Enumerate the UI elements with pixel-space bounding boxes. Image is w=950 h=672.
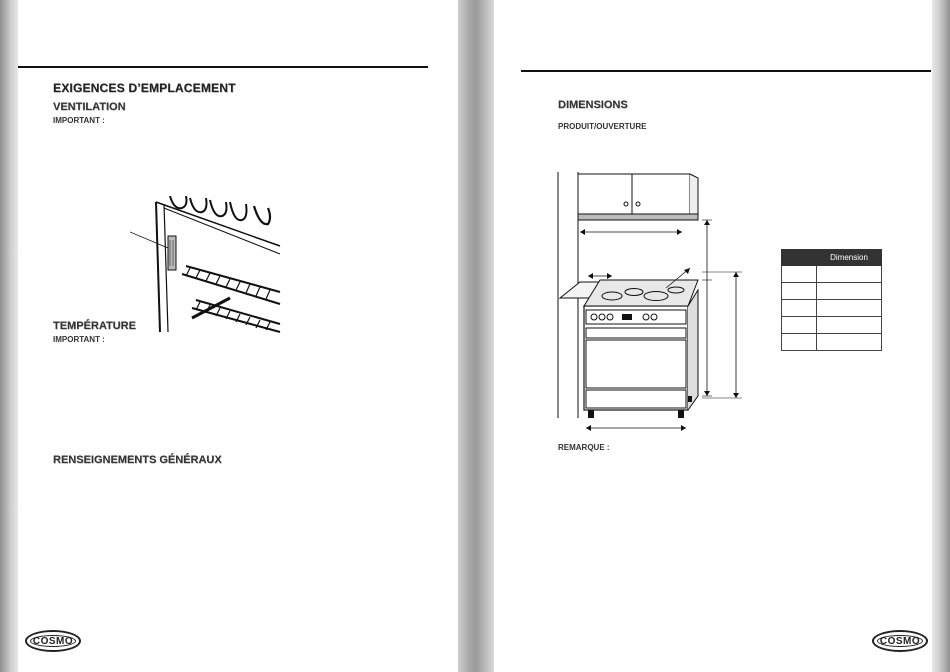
table-row: [782, 317, 882, 334]
cosmo-logo-left: COSMO: [25, 630, 81, 652]
row-value: [817, 334, 882, 351]
oven-interior-illustration: [130, 196, 282, 336]
row-value: [817, 266, 882, 283]
temperature-heading: TEMPÉRATURE: [53, 320, 136, 332]
left-section-title: EXIGENCES D’EMPLACEMENT: [53, 81, 236, 95]
dimension-table-header-value: Dimension: [817, 250, 882, 266]
temperature-important-label: IMPORTANT :: [53, 335, 105, 344]
dimensions-heading: DIMENSIONS: [558, 99, 628, 111]
right-header-rule: [521, 70, 931, 72]
left-header-rule: [18, 66, 428, 68]
note-label: REMARQUE :: [558, 443, 610, 452]
page-edge-left: [0, 0, 18, 672]
table-row: [782, 283, 882, 300]
book-spine: [458, 0, 494, 672]
ventilation-heading: VENTILATION: [53, 101, 126, 113]
row-label: [782, 266, 817, 283]
page-edge-right: [932, 0, 950, 672]
dimension-table-header: [782, 250, 882, 266]
table-row: [782, 300, 882, 317]
row-value: [817, 283, 882, 300]
row-label: [782, 283, 817, 300]
general-info-heading: RENSEIGNEMENTS GÉNÉRAUX: [53, 454, 222, 466]
range-dimensions-diagram: [540, 168, 750, 438]
row-label: [782, 300, 817, 317]
row-label: [782, 334, 817, 351]
product-opening-subtitle: PRODUIT/OUVERTURE: [558, 122, 647, 131]
dimension-table: [781, 249, 882, 351]
dimension-table-header-label: [782, 250, 817, 266]
cosmo-logo-right: COSMO: [872, 630, 928, 652]
table-row: [782, 334, 882, 351]
row-value: [817, 300, 882, 317]
row-value: [817, 317, 882, 334]
row-label: [782, 317, 817, 334]
table-row: [782, 266, 882, 283]
ventilation-important-label: IMPORTANT :: [53, 116, 105, 125]
